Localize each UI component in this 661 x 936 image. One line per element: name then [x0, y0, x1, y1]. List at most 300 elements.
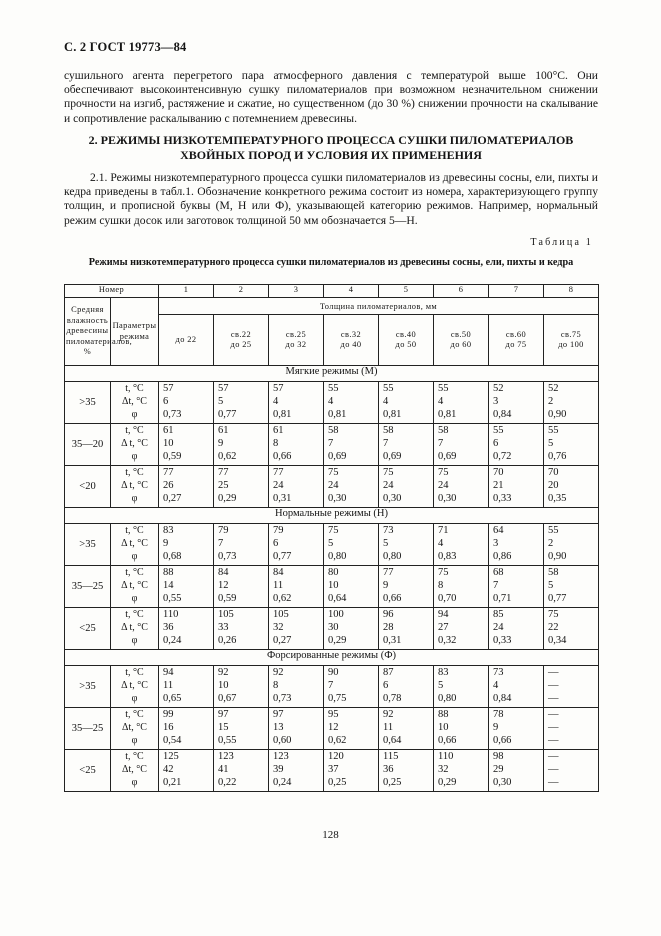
value-line: —: [548, 667, 559, 678]
section-title-cell: Мягкие режимы (М): [65, 366, 599, 382]
value-line: 0,33: [493, 635, 512, 646]
value-line: 58: [438, 425, 449, 436]
value-line: 77: [273, 467, 284, 478]
value-line: 0,80: [438, 693, 457, 704]
number-label-cell: Номер: [65, 285, 159, 298]
value-line: 4: [328, 396, 334, 407]
value-line: 6: [383, 680, 389, 691]
thickness-range-line-1: св.40: [395, 329, 417, 339]
value-line: 77: [218, 467, 229, 478]
value-line: 7: [218, 538, 224, 549]
value-line: 73: [493, 667, 504, 678]
value-cell: [269, 382, 324, 424]
value-line: 0,29: [438, 777, 457, 788]
value-line: 55: [548, 425, 559, 436]
value-line: 0,69: [383, 451, 402, 462]
value-line: 125: [163, 751, 179, 762]
value-line: 0,29: [328, 635, 347, 646]
value-line: 0,60: [273, 735, 292, 746]
value-line: 78: [493, 709, 504, 720]
value-line: 84: [218, 567, 229, 578]
moisture-cell: 35—25: [65, 708, 111, 750]
table-caption: Режимы низкотемпературного процесса сушки пиломатериалов из древесины сосны, ели, пихты и кедра: [88, 257, 574, 268]
params-cell: [111, 424, 159, 466]
value-line: 0,77: [273, 551, 292, 562]
value-line: 0,78: [383, 693, 402, 704]
value-cell: [434, 424, 489, 466]
value-cell: [379, 708, 434, 750]
value-line: 80: [328, 567, 339, 578]
value-line: 7: [438, 438, 444, 449]
value-cell: [544, 524, 599, 566]
value-line: 79: [273, 525, 284, 536]
value-line: 0,69: [328, 451, 347, 462]
value-cell: [324, 382, 379, 424]
value-line: 6: [273, 538, 279, 549]
value-line: 0,69: [438, 451, 457, 462]
value-line: 0,67: [218, 693, 237, 704]
value-cell: [434, 524, 489, 566]
page-header: С. 2 ГОСТ 19773—84: [64, 40, 187, 54]
section-row: [65, 366, 599, 382]
param-label: φ: [131, 493, 138, 504]
value-line: 88: [163, 567, 174, 578]
value-line: 16: [163, 722, 174, 733]
value-line: 24: [438, 480, 449, 491]
value-cell: [159, 750, 214, 792]
value-line: 105: [273, 609, 289, 620]
value-line: 0,73: [273, 693, 292, 704]
thickness-range-line-1: св.50: [450, 329, 472, 339]
value-line: 115: [383, 751, 399, 762]
moisture-header-cell: Средняя влажность древесины пиломатериалов, %: [65, 298, 111, 366]
param-label: t, °C: [125, 709, 144, 720]
thickness-range-line-2: до 50: [395, 340, 417, 349]
value-line: 75: [548, 609, 559, 620]
value-cell: [159, 382, 214, 424]
value-cell: [379, 608, 434, 650]
value-line: 0,81: [438, 409, 457, 420]
value-line: 95: [328, 709, 339, 720]
value-line: 11: [273, 580, 284, 591]
value-line: 0,30: [383, 493, 402, 504]
params-cell: [111, 750, 159, 792]
value-cell: [214, 708, 269, 750]
table-row: [65, 566, 599, 608]
regime-number-cell: 1: [159, 285, 214, 298]
value-cell: [269, 466, 324, 508]
value-cell: [544, 424, 599, 466]
table-row: [65, 524, 599, 566]
value-line: 8: [273, 680, 279, 691]
value-line: 0,66: [273, 451, 292, 462]
thickness-range-cell: [544, 315, 599, 366]
section-row: [65, 650, 599, 666]
value-line: 8: [273, 438, 279, 449]
value-line: 58: [328, 425, 339, 436]
value-line: 55: [328, 383, 339, 394]
value-line: 0,62: [218, 451, 237, 462]
thickness-range-line-1: св.32: [340, 329, 362, 339]
value-line: 9: [493, 722, 499, 733]
value-cell: [269, 750, 324, 792]
value-line: 87: [383, 667, 394, 678]
value-line: 0,21: [163, 777, 182, 788]
value-cell: [544, 708, 599, 750]
value-line: 22: [548, 622, 559, 633]
thickness-range-line-2: до 40: [340, 340, 362, 349]
value-line: 58: [383, 425, 394, 436]
value-line: 55: [548, 525, 559, 536]
value-cell: [269, 608, 324, 650]
value-line: 3: [493, 538, 499, 549]
value-line: 0,84: [493, 693, 512, 704]
param-label: t, °C: [125, 467, 144, 478]
value-line: 73: [383, 525, 394, 536]
value-line: 24: [273, 480, 284, 491]
value-cell: [214, 382, 269, 424]
value-cell: [269, 566, 324, 608]
value-line: 97: [218, 709, 229, 720]
value-line: 5: [438, 680, 444, 691]
value-cell: [489, 466, 544, 508]
param-label: Δt, °C: [122, 764, 147, 775]
value-cell: [324, 466, 379, 508]
param-label: t, °C: [125, 609, 144, 620]
value-line: 94: [163, 667, 174, 678]
value-line: 5: [218, 396, 224, 407]
value-line: 7: [328, 680, 334, 691]
value-line: 0,70: [438, 593, 457, 604]
value-cell: [324, 750, 379, 792]
param-label: t, °C: [125, 383, 144, 394]
table-row: [65, 382, 599, 424]
section-row: [65, 508, 599, 524]
value-line: 32: [273, 622, 284, 633]
moisture-cell: >35: [65, 382, 111, 424]
value-line: 0,55: [163, 593, 182, 604]
value-cell: [159, 424, 214, 466]
value-line: 11: [383, 722, 394, 733]
value-cell: [214, 566, 269, 608]
table-number: Таблица 1: [530, 237, 593, 248]
value-line: 7: [328, 438, 334, 449]
regime-number-cell: 2: [214, 285, 269, 298]
value-line: 6: [493, 438, 499, 449]
value-cell: [489, 424, 544, 466]
value-line: 84: [273, 567, 284, 578]
param-label: t, °C: [125, 667, 144, 678]
table-row: [65, 750, 599, 792]
value-line: 75: [438, 467, 449, 478]
value-line: —: [548, 735, 559, 746]
value-line: 97: [273, 709, 284, 720]
value-line: 75: [438, 567, 449, 578]
value-line: 0,75: [328, 693, 347, 704]
value-cell: [159, 608, 214, 650]
value-line: 0,30: [438, 493, 457, 504]
moisture-cell: <20: [65, 466, 111, 508]
value-line: 9: [383, 580, 389, 591]
value-line: 0,76: [548, 451, 567, 462]
value-cell: [489, 750, 544, 792]
thickness-range-line-1: до 22: [175, 334, 197, 344]
params-cell: [111, 666, 159, 708]
value-line: 15: [218, 722, 229, 733]
value-line: 5: [383, 538, 389, 549]
value-line: 99: [163, 709, 174, 720]
value-line: 0,73: [163, 409, 182, 420]
value-line: 68: [493, 567, 504, 578]
section-title: 2. РЕЖИМЫ НИЗКОТЕМПЕРАТУРНОГО ПРОЦЕССА СУШКИ ПИЛОМАТЕРИАЛОВ ХВОЙНЫХ ПОРОД И УСЛОВИЯ ИХ ПРИМЕНЕНИЯ: [88, 133, 574, 162]
value-line: 2: [548, 538, 554, 549]
value-cell: [434, 666, 489, 708]
value-line: 0,80: [328, 551, 347, 562]
param-label: t, °C: [125, 751, 144, 762]
value-line: 30: [328, 622, 339, 633]
value-line: 33: [218, 622, 229, 633]
value-cell: [324, 608, 379, 650]
value-line: —: [548, 764, 559, 775]
value-line: 123: [273, 751, 289, 762]
value-line: 0,31: [383, 635, 402, 646]
value-cell: [214, 524, 269, 566]
value-line: 27: [438, 622, 449, 633]
value-line: 14: [163, 580, 174, 591]
value-line: 55: [438, 383, 449, 394]
regime-number-cell: 6: [434, 285, 489, 298]
value-line: 52: [493, 383, 504, 394]
value-line: 57: [218, 383, 229, 394]
value-line: 123: [218, 751, 234, 762]
param-label: t, °C: [125, 425, 144, 436]
params-cell: [111, 708, 159, 750]
value-line: 58: [548, 567, 559, 578]
value-line: 0,25: [383, 777, 402, 788]
value-cell: [159, 466, 214, 508]
param-label: φ: [131, 693, 138, 704]
value-line: 0,84: [493, 409, 512, 420]
value-cell: [434, 466, 489, 508]
value-cell: [544, 566, 599, 608]
thickness-range-cell: [379, 315, 434, 366]
value-line: 25: [218, 480, 229, 491]
paragraph-continuation: сушильного агента перегретого пара атмосферного давления с температурой выше 100°С. Они обеспечивают высокоинтенсивную сушку пиломатериалов при возможном незначительном снижении прочности на изгиб, растяжение и сжатие, но существенном (до 30 %) снижении прочности на скалывание и сопротивление раскалыванию с потемнением древесины.: [64, 69, 598, 125]
value-line: —: [548, 680, 559, 691]
value-cell: [379, 566, 434, 608]
value-line: 110: [438, 751, 454, 762]
value-line: 0,32: [438, 635, 457, 646]
param-label: φ: [131, 593, 138, 604]
page-number: 128: [322, 829, 339, 841]
value-line: 105: [218, 609, 234, 620]
value-line: 0,59: [163, 451, 182, 462]
value-cell: [544, 666, 599, 708]
value-cell: [434, 708, 489, 750]
value-line: 0,30: [493, 777, 512, 788]
regime-number-cell: 7: [489, 285, 544, 298]
value-line: 24: [328, 480, 339, 491]
value-cell: [544, 466, 599, 508]
value-cell: [379, 666, 434, 708]
thickness-range-line-2: до 60: [450, 340, 472, 349]
param-label: φ: [131, 451, 138, 462]
value-line: 7: [493, 580, 499, 591]
value-line: 70: [493, 467, 504, 478]
value-line: 77: [383, 567, 394, 578]
value-cell: [379, 424, 434, 466]
value-line: 0,35: [548, 493, 567, 504]
value-cell: [489, 608, 544, 650]
value-line: 0,65: [163, 693, 182, 704]
value-line: 0,90: [548, 409, 567, 420]
param-label: φ: [131, 777, 138, 788]
param-label: Δt, °C: [122, 722, 147, 733]
value-cell: [434, 382, 489, 424]
regime-number-cell: 3: [269, 285, 324, 298]
value-line: 0,71: [493, 593, 512, 604]
value-line: —: [548, 751, 559, 762]
param-label: Δ t, °C: [121, 538, 148, 549]
value-cell: [544, 382, 599, 424]
value-line: 0,73: [218, 551, 237, 562]
value-cell: [269, 524, 324, 566]
value-line: 4: [273, 396, 279, 407]
value-line: 2: [548, 396, 554, 407]
value-line: —: [548, 777, 559, 788]
value-line: 0,29: [218, 493, 237, 504]
value-line: 29: [493, 764, 504, 775]
params-cell: [111, 608, 159, 650]
value-line: 0,33: [493, 493, 512, 504]
value-line: 0,22: [218, 777, 237, 788]
param-label: φ: [131, 551, 138, 562]
value-cell: [324, 424, 379, 466]
value-line: 75: [383, 467, 394, 478]
value-line: 0,81: [328, 409, 347, 420]
value-line: 3: [493, 396, 499, 407]
value-line: 13: [273, 722, 284, 733]
value-line: 0,59: [218, 593, 237, 604]
value-line: 92: [383, 709, 394, 720]
value-line: 5: [548, 438, 554, 449]
value-line: 57: [273, 383, 284, 394]
value-cell: [434, 750, 489, 792]
value-line: 79: [218, 525, 229, 536]
value-line: 41: [218, 764, 229, 775]
thickness-range-line-2: до 25: [230, 340, 252, 349]
value-line: 0,27: [163, 493, 182, 504]
table-row: [65, 608, 599, 650]
value-cell: [269, 666, 324, 708]
param-label: t, °C: [125, 525, 144, 536]
table-header-thickness-row: [65, 298, 599, 315]
thickness-range-cell: [269, 315, 324, 366]
param-label: Δ t, °C: [121, 438, 148, 449]
value-line: 0,54: [163, 735, 182, 746]
value-line: 28: [383, 622, 394, 633]
value-cell: [434, 566, 489, 608]
param-label: Δt, °C: [122, 396, 147, 407]
value-line: 55: [493, 425, 504, 436]
thickness-header-cell: Толщина пиломатериалов, мм: [159, 298, 599, 315]
value-line: 42: [163, 764, 174, 775]
value-line: 36: [383, 764, 394, 775]
value-line: 61: [163, 425, 174, 436]
value-cell: [544, 608, 599, 650]
value-line: 37: [328, 764, 339, 775]
value-cell: [159, 524, 214, 566]
thickness-range-line-2: до 32: [285, 340, 307, 349]
thickness-range-cell: [324, 315, 379, 366]
value-line: 120: [328, 751, 344, 762]
thickness-range-line-2: до 100: [558, 340, 584, 349]
value-line: 12: [218, 580, 229, 591]
value-line: 0,31: [273, 493, 292, 504]
value-line: 8: [438, 580, 444, 591]
value-cell: [159, 566, 214, 608]
table-row: [65, 666, 599, 708]
value-line: 0,66: [383, 593, 402, 604]
value-line: 0,86: [493, 551, 512, 562]
value-cell: [489, 708, 544, 750]
thickness-range-cell: [434, 315, 489, 366]
value-line: 21: [493, 480, 504, 491]
value-line: —: [548, 709, 559, 720]
value-line: 10: [163, 438, 174, 449]
value-line: 24: [493, 622, 504, 633]
table-row: [65, 466, 599, 508]
value-line: —: [548, 693, 559, 704]
value-line: 4: [493, 680, 499, 691]
section-title-cell: Форсированные режимы (Ф): [65, 650, 599, 666]
value-line: 0,55: [218, 735, 237, 746]
thickness-range-line-1: св.60: [505, 329, 527, 339]
value-line: 0,64: [328, 593, 347, 604]
value-line: 9: [218, 438, 224, 449]
value-line: 11: [163, 680, 174, 691]
value-cell: [489, 524, 544, 566]
value-cell: [324, 666, 379, 708]
value-line: 0,83: [438, 551, 457, 562]
value-line: 88: [438, 709, 449, 720]
value-line: 0,62: [328, 735, 347, 746]
param-label: φ: [131, 409, 138, 420]
param-label: t, °C: [125, 567, 144, 578]
params-cell: [111, 382, 159, 424]
value-line: 7: [383, 438, 389, 449]
value-cell: [379, 382, 434, 424]
table-row: [65, 424, 599, 466]
value-line: 0,90: [548, 551, 567, 562]
value-line: 90: [328, 667, 339, 678]
value-line: 0,66: [493, 735, 512, 746]
value-line: 0,25: [328, 777, 347, 788]
param-label: Δ t, °C: [121, 622, 148, 633]
value-line: 0,81: [273, 409, 292, 420]
value-line: 57: [163, 383, 174, 394]
value-line: 0,80: [383, 551, 402, 562]
value-cell: [324, 708, 379, 750]
value-line: 5: [328, 538, 334, 549]
value-line: 92: [273, 667, 284, 678]
value-line: 0,26: [218, 635, 237, 646]
value-line: 0,77: [548, 593, 567, 604]
value-line: 32: [438, 764, 449, 775]
value-line: 61: [218, 425, 229, 436]
value-line: 10: [438, 722, 449, 733]
moisture-cell: <25: [65, 608, 111, 650]
